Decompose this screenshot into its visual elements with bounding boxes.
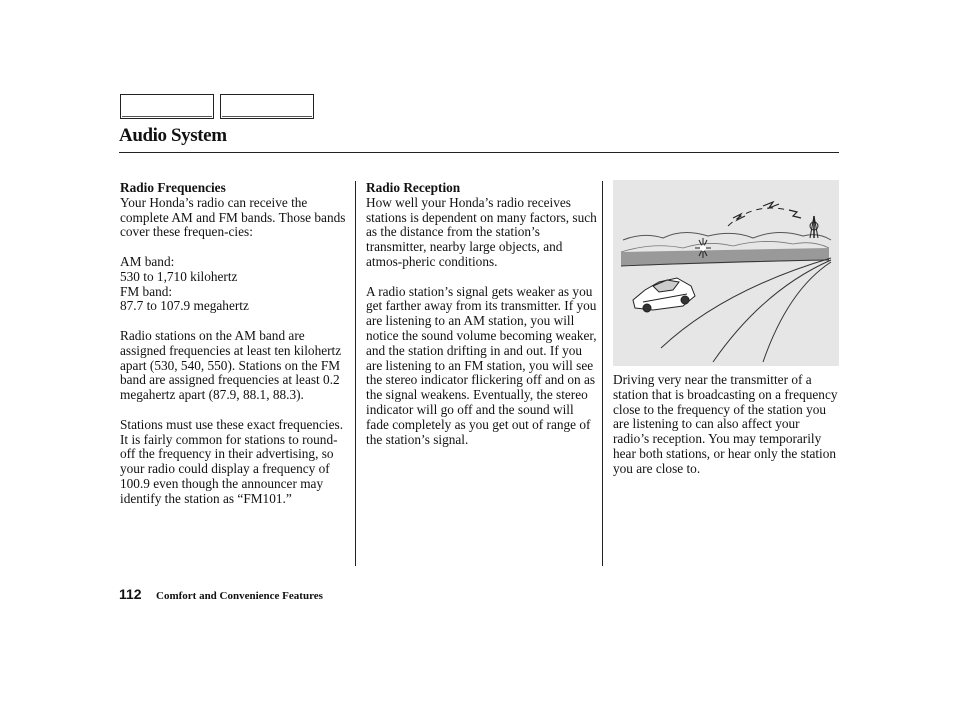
band-list (120, 255, 352, 314)
column-divider-1 (355, 181, 356, 566)
page-title: Audio System (119, 125, 227, 146)
radio-reception-intro: How well your Honda’s radio receives stations is dependent on many factors, such as the distance from the station’s transmitter, nearby large objects, and atmos-pheric conditions. (366, 194, 597, 269)
am-band-label: AM band: (120, 253, 175, 269)
radio-reception-heading: Radio Reception (366, 180, 461, 195)
am-band-range: 530 to 1,710 kilohertz (120, 268, 238, 284)
title-rule (119, 152, 839, 153)
radio-frequencies-heading: Radio Frequencies (120, 180, 226, 195)
radio-frequencies-intro: Your Honda’s radio can receive the complete AM and FM bands. Those bands cover these frequen-cies: (120, 194, 346, 240)
radio-frequencies-block (120, 181, 352, 240)
radio-reception-block (366, 181, 598, 270)
column-near-transmitter (613, 373, 839, 491)
fm-band-range: 87.7 to 107.9 megahertz (120, 298, 249, 314)
column-radio-frequencies (120, 181, 352, 521)
band-spacing-paragraph: Radio stations on the AM band are assigned frequencies at least ten kilohertz apart (530, 540, 550). Stations on the FM band are assigned frequencies at least 0.2 megahertz apart (87.9, 88.1, 88.3). (120, 327, 342, 403)
column-radio-reception (366, 181, 598, 462)
footer-section-title: Comfort and Convenience Features (156, 590, 323, 602)
radio-reception-illustration (613, 180, 839, 366)
page-number: 112 (119, 586, 142, 602)
near-transmitter-paragraph: Driving very near the transmitter of a station that is broadcasting on a frequency close to the frequency of the station you are listening to can also affect your radio’s reception. You may temporarily hear both stations, or hear only the station you are close to. (613, 372, 838, 476)
column-divider-2 (602, 181, 603, 566)
exact-frequencies-paragraph: Stations must use these exact frequencies. It is fairly common for stations to round-off the frequency in their advertising, so your radio could display a frequency of 100.9 even though the announcer may identify the station as “FM101.” (120, 416, 344, 506)
nav-tab-box-1[interactable] (120, 94, 214, 119)
signal-weakens-paragraph: A radio station’s signal gets weaker as you get farther away from its transmitter. If you are listening to an AM station, you will notice the sound volume becoming weaker, and the station drifting in and out. If you are listening to an FM station, you will see the stereo indicator flickering off and on as the signal weakens. Eventually, the stereo indicator will go off and the sound will fade completely as you get out of range of the station’s signal. (366, 283, 597, 447)
fm-band-label: FM band: (120, 283, 173, 299)
nav-tab-box-2[interactable] (220, 94, 314, 119)
